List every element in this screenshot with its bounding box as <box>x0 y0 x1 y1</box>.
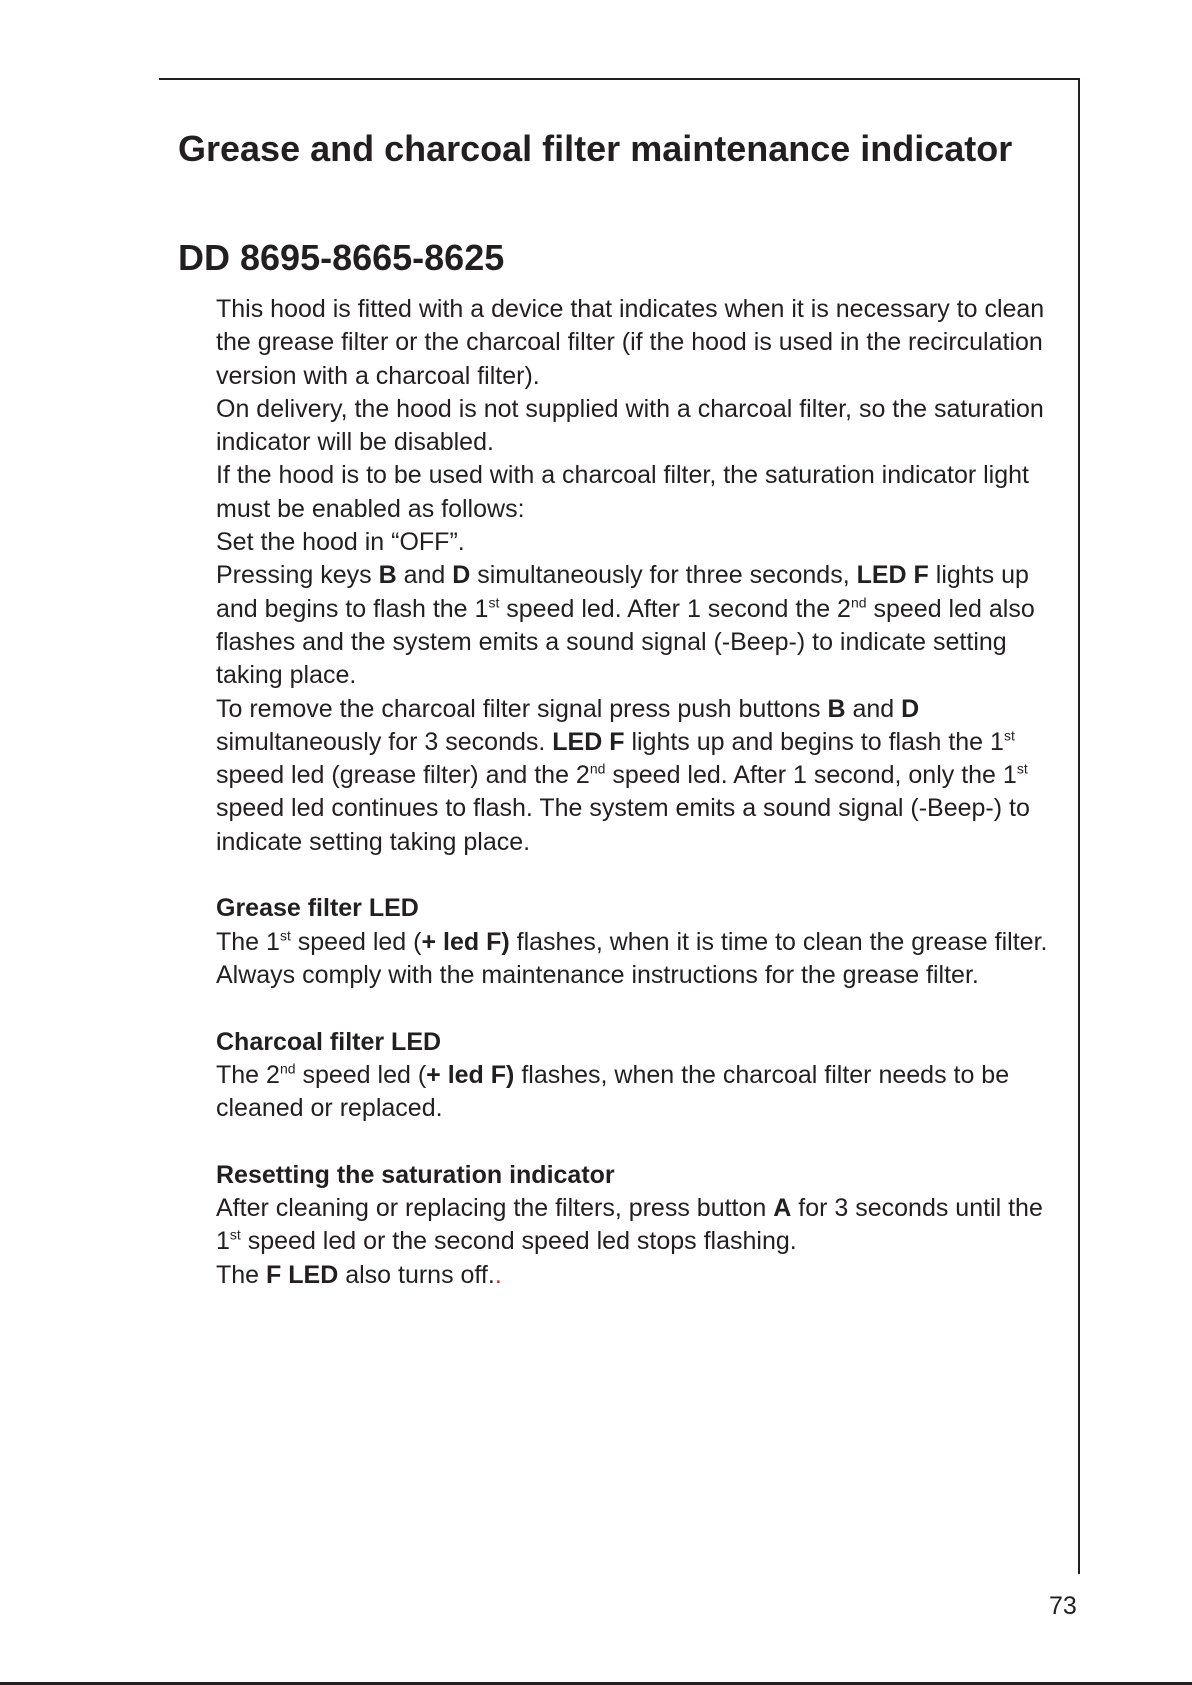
top-rule <box>159 78 1080 80</box>
remove-instructions: To remove the charcoal filter signal press push buttons B and D simultaneously for 3 seconds. LED F lights up and begins to flash the 1st speed led (grease filter) and the 2nd speed led. After 1 second, only the 1st speed led continues to flash. The system emits a sound signal (-Beep-) to indicate setting taking place. <box>216 694 1030 856</box>
spacer <box>216 859 1066 892</box>
spacer <box>216 992 1066 1025</box>
reset-text: After cleaning or replacing the filters, press button A for 3 seconds until the 1st speed led or the second speed led stops flashing. <box>216 1194 1043 1256</box>
page-title: Grease and charcoal filter maintenance indicator <box>178 128 1013 169</box>
grease-filter-note: Always comply with the maintenance instructions for the grease filter. <box>216 960 979 989</box>
spacer <box>216 1125 1066 1158</box>
enable-paragraph: If the hood is to be used with a charcoal filter, the saturation indicator light must be enabled as follows: <box>216 461 1029 523</box>
grease-filter-heading: Grease filter LED <box>216 894 419 923</box>
body-content <box>216 293 1066 1292</box>
model-number: DD 8695-8665-8625 <box>178 237 505 278</box>
reset-led-text: The F LED also turns off.. <box>216 1260 502 1289</box>
page-number: 73 <box>1049 1592 1077 1620</box>
side-rule <box>1078 78 1080 1574</box>
charcoal-filter-heading: Charcoal filter LED <box>216 1027 442 1056</box>
enable-instructions: Pressing keys B and D simultaneously for three seconds, LED F lights up and begins to flash the 1st speed led. After 1 second the 2nd speed led also flashes and the system emits a sound signal (-Beep-) to indicate setting taking place. <box>216 561 1035 690</box>
reset-heading: Resetting the saturation indicator <box>216 1160 615 1189</box>
grease-filter-text: The 1st speed led (+ led F) flashes, when it is time to clean the grease filter. <box>216 927 1048 956</box>
charcoal-filter-text: The 2nd speed led (+ led F) flashes, when the charcoal filter needs to be cleaned or replaced. <box>216 1060 1010 1123</box>
intro-paragraph: This hood is fitted with a device that indicates when it is necessary to clean the grease filter or the charcoal filter (if the hood is used in the recirculation version with a charcoal filter). <box>216 295 1045 390</box>
off-paragraph: Set the hood in “OFF”. <box>216 528 465 557</box>
delivery-paragraph: On delivery, the hood is not supplied with a charcoal filter, so the saturation indicator will be disabled. <box>216 394 1044 457</box>
